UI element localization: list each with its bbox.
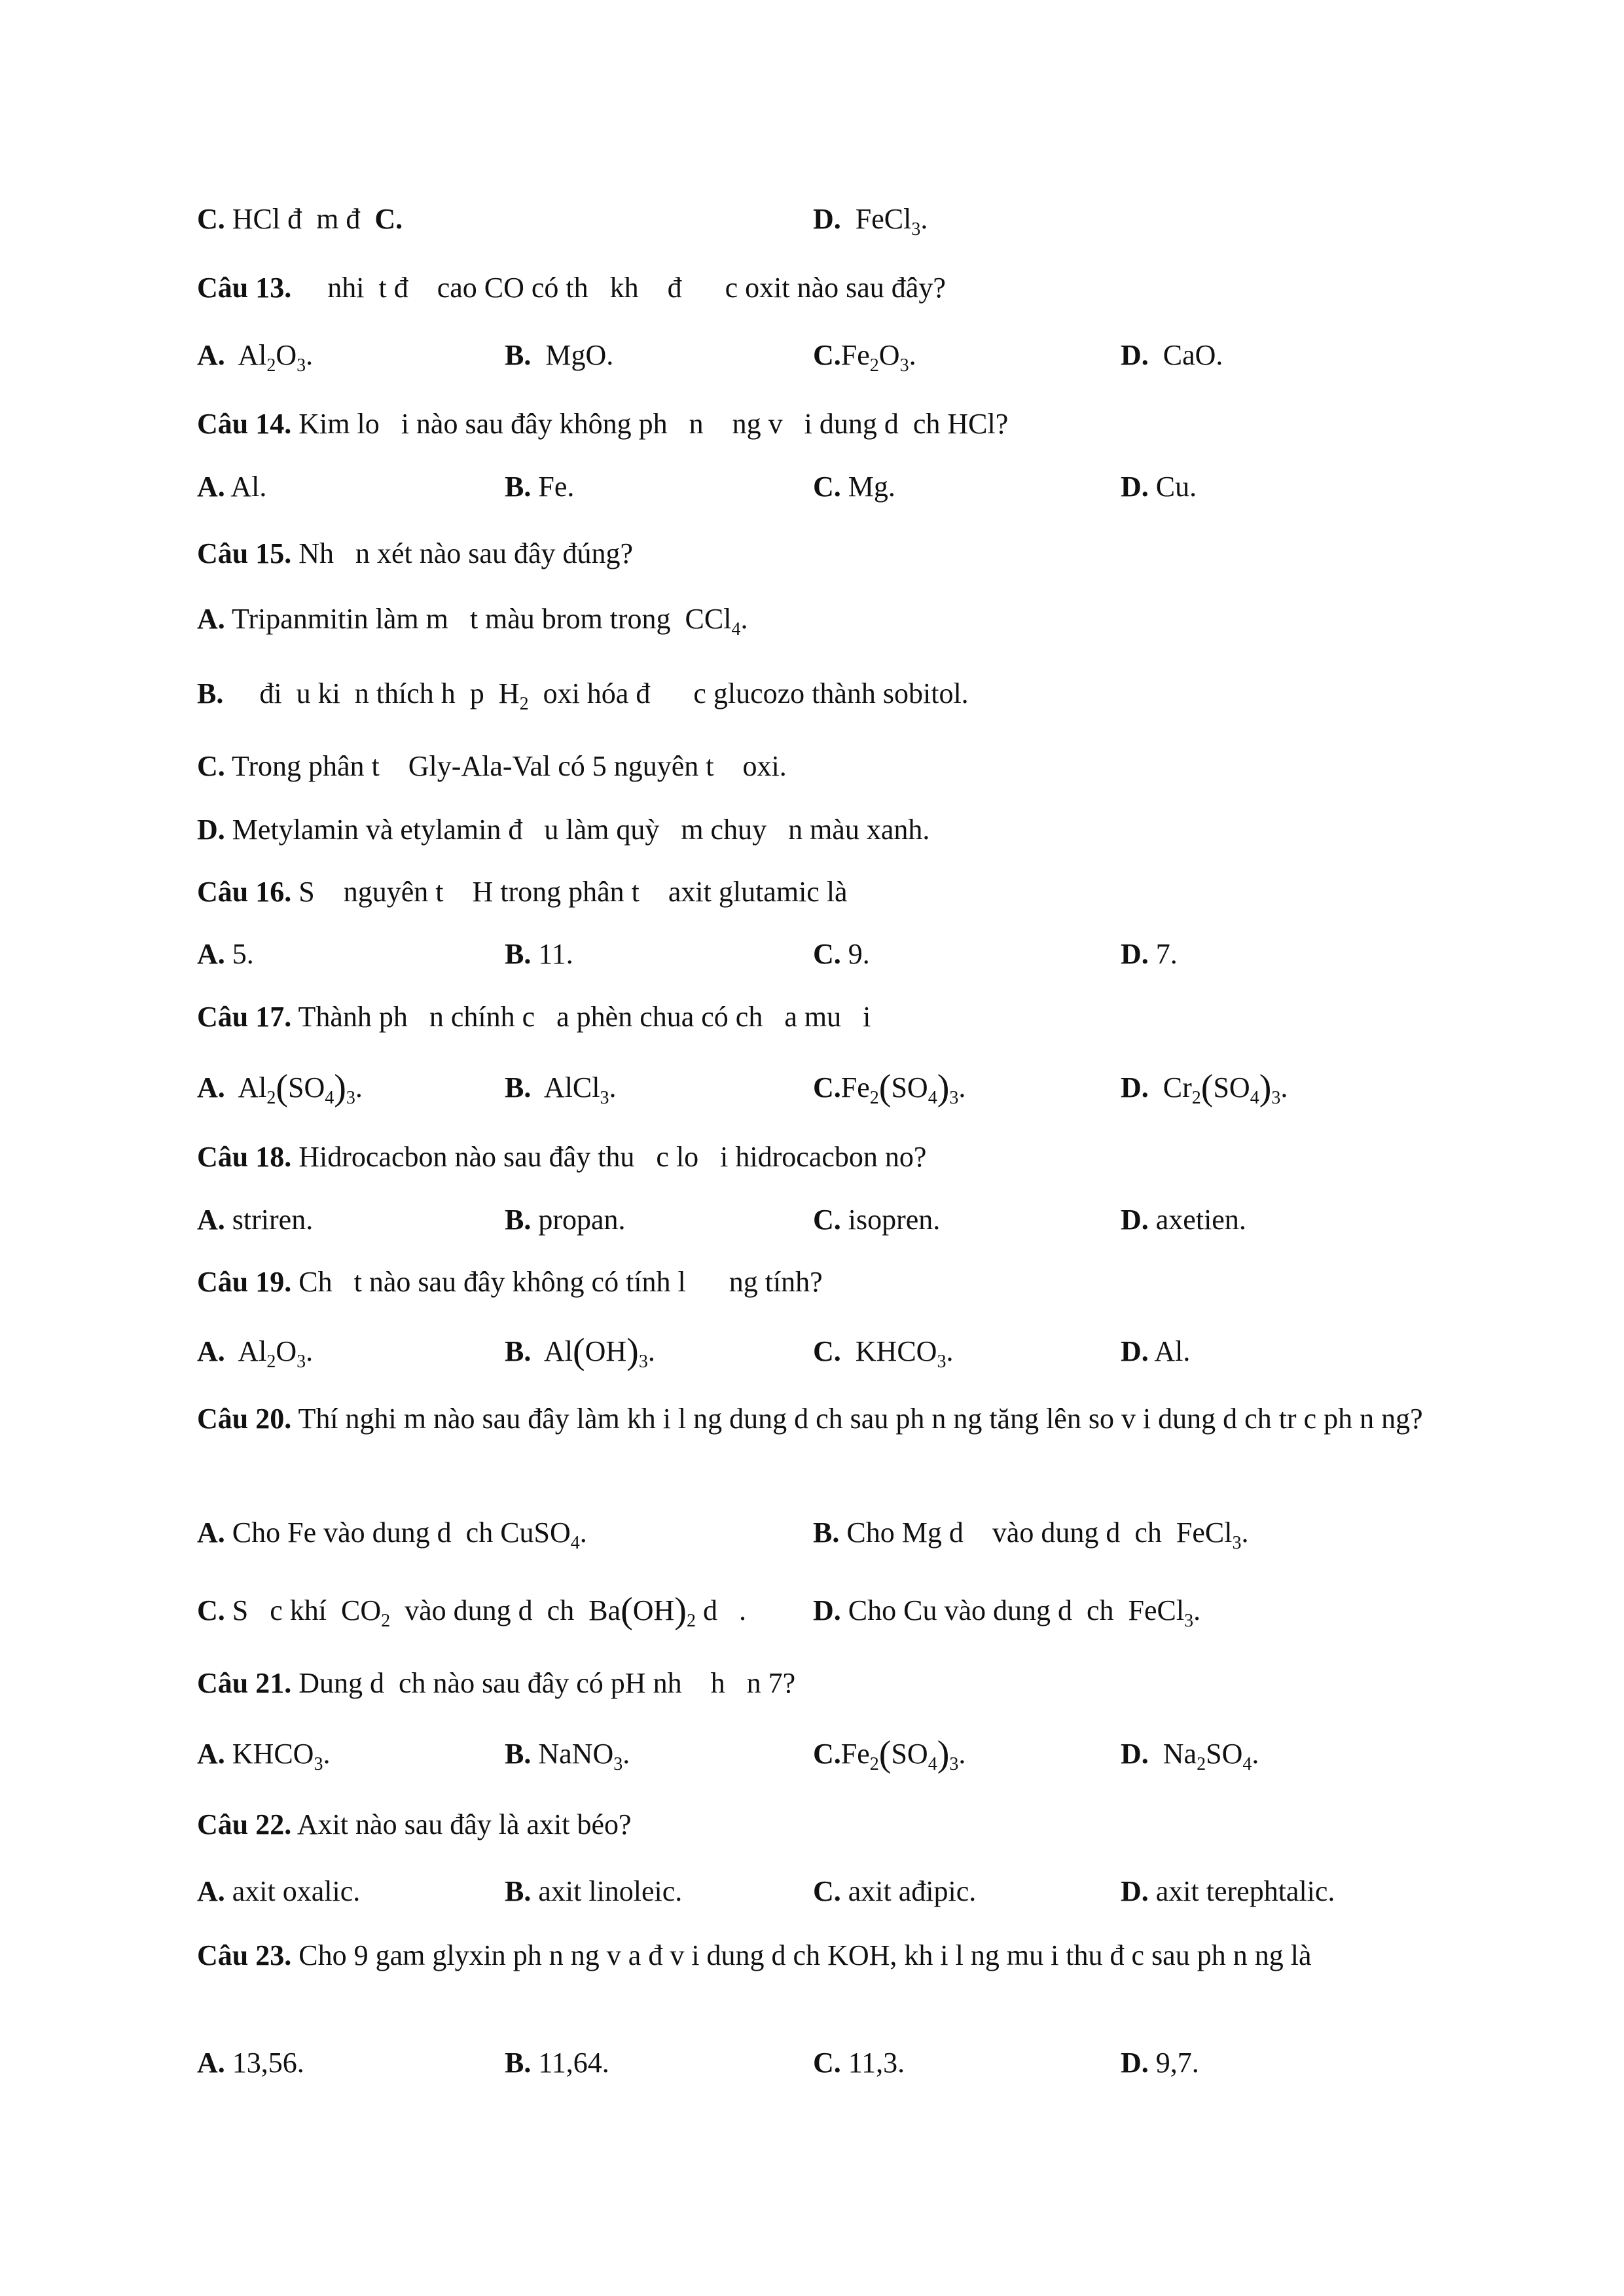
q17-question [197,999,871,1035]
paren-open: ( [878,1734,892,1774]
subscript: 2 [869,1754,879,1774]
q23-option-b [505,2045,609,2081]
q13-question [197,270,946,306]
q13-option-d [1121,337,1223,374]
subscript: 2 [869,1088,879,1108]
question-text: Nh n xét nào sau đây đúng? [291,537,634,569]
option-label: C. [813,1204,841,1236]
option-text: Na [1148,1738,1197,1770]
q23-option-c [813,2045,905,2081]
q18-option-b [505,1202,626,1238]
option-text: AlCl [531,1071,600,1103]
q23-option-d [1121,2045,1199,2081]
q19-question [197,1264,823,1300]
option-text-end: . [1280,1071,1288,1103]
q22-option-b [505,1873,682,1910]
option-text: Fe [840,1738,870,1770]
subscript: 4 [928,1088,937,1108]
question-label: Câu 22. [197,1808,292,1840]
paren-close: ) [674,1590,687,1631]
q16-option-c [813,936,870,973]
option-text: 9,7. [1148,2047,1199,2079]
subscript: 2 [1197,1754,1206,1774]
q20-option-a [197,1515,587,1551]
subscript: 3 [346,1088,355,1108]
option-text: Cu. [1148,471,1197,503]
q16-question [197,874,848,910]
option-text-end: . [355,1071,363,1103]
option-label: B. [813,1516,840,1549]
option-text: Cho Cu vào dung d ch FeCl [840,1594,1185,1626]
option-text: axit ađipic. [840,1875,977,1907]
q13-option-b [505,337,613,374]
q21-option-a [197,1736,330,1772]
q12-option-d [813,201,928,238]
subscript: 3 [297,355,306,376]
option-text: Fe [840,339,870,371]
option-text: đi u ki n thích h p H [223,677,520,709]
option-text: CaO. [1148,339,1223,371]
option-label: A. [197,1071,225,1103]
question-text: Cho 9 gam glyxin ph n ng v a đ v i dung d ch KOH, kh i l ng mu i thu đ c sau ph n ng là [291,1939,1312,1971]
subscript: 3 [297,1352,306,1372]
option-text-end: . [647,1335,655,1367]
option-label: C. [813,2047,841,2079]
option-text-mid: SO [1206,1738,1243,1770]
q21-option-b [505,1736,630,1772]
subscript: 3 [1232,1533,1242,1553]
option-text-end: . [323,1738,331,1770]
option-label: B. [505,1335,532,1367]
option-text-end: . [579,1516,587,1549]
paren-close: ) [1259,1067,1272,1108]
option-text: Al [225,1071,267,1103]
q22-option-a [197,1873,360,1910]
option-label: C. [813,1875,841,1907]
subscript: 2 [266,1352,276,1372]
option-label: C. [813,339,841,371]
option-text: Trong phân t Gly-Ala-Val có 5 nguyên t oxi. [225,750,787,782]
subscript: 3 [1184,1611,1194,1631]
q22-option-d [1121,1873,1335,1910]
option-text-end: . [1252,1738,1259,1770]
question-label: Câu 16. [197,876,292,908]
option-label: D. [1121,1738,1149,1770]
subscript: 3 [314,1754,323,1774]
option-text: Al [531,1335,573,1367]
option-text-end: . [609,1071,617,1103]
question-text: Ch t nào sau đây không có tính l ng tính? [291,1266,823,1298]
option-text: Fe [840,1071,870,1103]
subscript: 3 [949,1754,959,1774]
option-text-end: . [306,339,314,371]
option-label: A. [197,1335,225,1367]
option-text: Al [225,1335,267,1367]
paren-close: ) [334,1067,346,1108]
option-label: D. [1121,1204,1149,1236]
option-text-mid: SO [891,1738,928,1770]
q23-option-a [197,2045,304,2081]
subscript: 3 [949,1088,959,1108]
option-label: B. [505,471,532,503]
option-text-end: oxi hóa đ c glucozo thành sobitol. [528,677,969,709]
option-label: A. [197,603,225,635]
option-text: axetien. [1148,1204,1246,1236]
option-text: NaNO [531,1738,614,1770]
subscript: 2 [381,1611,391,1631]
subscript: 4 [1250,1088,1259,1108]
subscript: 4 [570,1533,580,1553]
q17-option-c [813,1069,965,1106]
paren-open: ( [1200,1067,1214,1108]
option-label: C. [197,203,225,235]
option-text: Mg. [840,471,895,503]
paren-close: ) [937,1067,950,1108]
option-text-end: . [920,203,928,235]
question-text: Hidrocacbon nào sau đây thu c lo i hidrocacbon no? [291,1141,927,1173]
option-label: B. [505,1875,532,1907]
q16-option-d [1121,936,1178,973]
option-label: A. [197,1516,225,1549]
q15-option-b [197,675,969,712]
option-text: axit oxalic. [225,1875,361,1907]
option-text: axit linoleic. [531,1875,683,1907]
option-label: B. [505,1738,532,1770]
option-text-mid: SO [891,1071,928,1103]
option-text: 11. [531,938,573,970]
question-label: Câu 17. [197,1001,292,1033]
subscript: 2 [266,355,276,376]
option-label: A. [197,1204,225,1236]
q18-option-c [813,1202,940,1238]
option-text: propan. [531,1204,626,1236]
q13-option-c [813,337,916,374]
q21-question [197,1665,795,1702]
option-text: 13,56. [225,2047,304,2079]
question-text: nhi t đ cao CO có th kh đ c oxit nào sau đây? [291,272,946,304]
q19-option-a [197,1333,313,1370]
subscript: 4 [928,1754,937,1774]
subscript: 3 [613,1754,623,1774]
q20-option-d [813,1592,1200,1629]
option-label: C. [813,1335,841,1367]
option-label: C. [197,1594,225,1626]
option-label: C. [813,471,841,503]
paren-close: ) [626,1331,639,1372]
question-text: Kim lo i nào sau đây không ph n ng v i dung d ch HCl? [291,408,1009,440]
q17-option-a [197,1069,363,1106]
subscript: 3 [937,1352,947,1372]
q17-option-b [505,1069,617,1106]
option-label: A. [197,1738,225,1770]
q14-option-b [505,469,574,505]
q14-option-a [197,469,266,505]
q22-question [197,1806,632,1843]
option-text: Al. [1148,1335,1191,1367]
option-label: D. [1121,1335,1149,1367]
option-text-mid: SO [1213,1071,1250,1103]
option-label: B. [505,1071,532,1103]
q13-option-a [197,337,313,374]
option-text: Al. [225,471,267,503]
option-text: S c khí CO [225,1594,382,1626]
option-label: D. [1121,339,1149,371]
option-label: A. [197,938,225,970]
option-text-end: . [958,1738,966,1770]
option-text-mid: SO [288,1071,325,1103]
question-text: Thành ph n chính c a phèn chua có ch a mu i [291,1001,871,1033]
q14-question [197,406,1008,442]
paren-open: ( [572,1331,585,1372]
q18-question [197,1139,926,1175]
option-label: D. [813,203,841,235]
option-text-end: . [946,1335,954,1367]
option-text: 7. [1148,938,1178,970]
option-text: Fe. [531,471,575,503]
option-label: B. [505,938,532,970]
option-label: C. [813,1071,841,1103]
question-label: Câu 20. [197,1403,292,1435]
subscript: 3 [899,355,909,376]
option-text: MgO. [531,339,614,371]
option-text-mid: O [878,339,900,371]
subscript: 3 [638,1352,648,1372]
q19-option-c [813,1333,953,1370]
option-text: HCl đ m đ [225,203,375,235]
subscript: 4 [1242,1754,1252,1774]
option-text: Cho Mg d vào dung d ch FeCl [839,1516,1233,1549]
option-text-mid: OH [585,1335,627,1367]
question-text: Thí nghi m nào sau đây làm kh i l ng dung d ch sau ph n ng tăng lên so v i dung d ch tr c ph n ng? [291,1403,1423,1435]
option-text: Cho Fe vào dung d ch CuSO [225,1516,571,1549]
option-label-inline: C. [374,203,403,235]
q21-option-c [813,1736,965,1772]
option-text: Metylamin và etylamin đ u làm quỳ m chuy n màu xanh. [225,814,930,846]
question-label: Câu 19. [197,1266,292,1298]
option-label: D. [1121,938,1149,970]
q21-option-d [1121,1736,1259,1772]
q20-option-c [197,1592,746,1629]
option-text-end: . [623,1738,630,1770]
q15-option-d [197,812,929,848]
q17-option-d [1121,1069,1288,1106]
q19-option-d [1121,1333,1190,1370]
subscript: 3 [1271,1088,1281,1108]
option-text-mid: O [276,1335,297,1367]
option-label: B. [505,1204,532,1236]
paren-open: ( [276,1067,289,1108]
q20-question [197,1399,1428,1439]
option-label: D. [197,814,225,846]
option-text: striren. [225,1204,314,1236]
question-label: Câu 15. [197,537,292,569]
q14-option-d [1121,469,1197,505]
option-label: B. [505,339,532,371]
q16-option-a [197,936,254,973]
option-label: D. [1121,1071,1149,1103]
subscript: 2 [686,1611,696,1631]
option-text-end: . [1241,1516,1249,1549]
option-label: A. [197,2047,225,2079]
question-text: S nguyên t H trong phân t axit glutamic là [291,876,848,908]
option-label: C. [813,938,841,970]
question-label: Câu 14. [197,408,292,440]
question-label: Câu 13. [197,272,292,304]
q14-option-c [813,469,895,505]
q18-option-a [197,1202,313,1238]
option-text-end: . [958,1071,966,1103]
option-text-end: . [306,1335,314,1367]
option-text-end: d . [695,1594,746,1626]
q15-option-a [197,601,748,637]
option-text-end: . [909,339,916,371]
option-text: Cr [1148,1071,1192,1103]
option-label: D. [1121,1875,1149,1907]
q23-question [197,1936,1428,1975]
paren-close: ) [937,1734,950,1774]
subscript: 2 [266,1088,276,1108]
subscript: 4 [325,1088,334,1108]
q15-question [197,535,633,572]
option-label: C. [197,750,225,782]
question-text: Axit nào sau đây là axit béo? [291,1808,632,1840]
option-label: A. [197,1875,225,1907]
option-text: axit terephtalic. [1148,1875,1335,1907]
question-label: Câu 23. [197,1939,292,1971]
option-text-mid: vào dung d ch Ba [390,1594,621,1626]
option-text: Al [225,339,267,371]
option-label: D. [1121,2047,1149,2079]
option-label: B. [505,2047,532,2079]
option-label: D. [1121,471,1149,503]
option-label: D. [813,1594,841,1626]
option-text: 9. [840,938,870,970]
question-text: Dung d ch nào sau đây có pH nh h n 7? [291,1667,796,1699]
paren-open: ( [878,1067,892,1108]
option-text: 11,64. [531,2047,609,2079]
subscript: 3 [911,219,921,240]
q16-option-b [505,936,573,973]
option-text: isopren. [840,1204,941,1236]
paren-open: ( [621,1590,633,1631]
question-label: Câu 18. [197,1141,292,1173]
q19-option-b [505,1333,655,1370]
q20-option-b [813,1515,1248,1551]
q15-option-c [197,748,787,785]
option-text-end: . [1193,1594,1201,1626]
subscript: 2 [869,355,879,376]
option-label: A. [197,471,225,503]
subscript: 2 [1191,1088,1201,1108]
option-text: 5. [225,938,254,970]
q12-option-c [197,201,403,238]
subscript: 4 [731,619,741,639]
subscript: 3 [600,1088,609,1108]
subscript: 2 [519,694,529,714]
option-text: FeCl [840,203,912,235]
option-text: KHCO [225,1738,314,1770]
option-label: A. [197,339,225,371]
option-text-mid: O [276,339,297,371]
question-label: Câu 21. [197,1667,292,1699]
option-text-end: . [740,603,748,635]
q18-option-d [1121,1202,1246,1238]
q22-option-c [813,1873,976,1910]
option-text-inner: OH [632,1594,675,1626]
option-text: Tripanmitin làm m t màu brom trong CCl [225,603,732,635]
option-label: C. [813,1738,841,1770]
option-label: B. [197,677,224,709]
option-text: 11,3. [840,2047,905,2079]
option-text: KHCO [840,1335,937,1367]
